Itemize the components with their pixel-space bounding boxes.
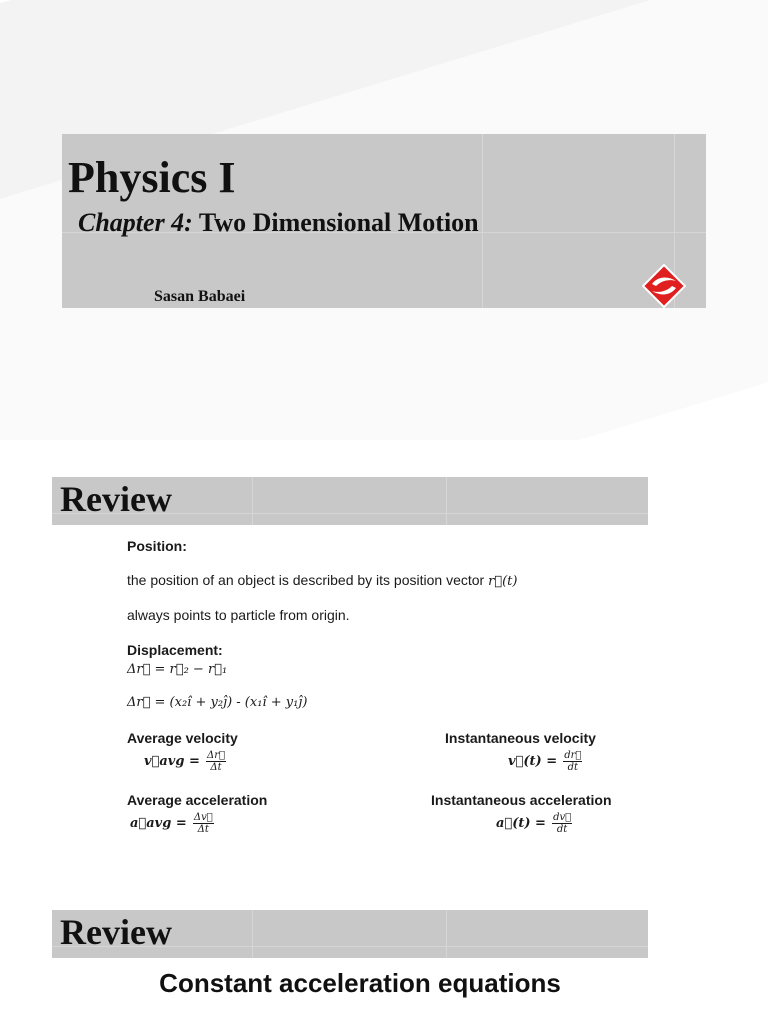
instantaneous-velocity-formula: v⃗(t) = $\frac{dr⃗}{dt}$	[508, 750, 582, 773]
review-header-bar	[52, 910, 648, 958]
origin-text: always points to particle from origin.	[127, 607, 350, 623]
instantaneous-acceleration-label: Instantaneous acceleration	[431, 792, 612, 808]
position-vector: r⃗(t)	[488, 574, 518, 589]
position-description	[127, 572, 517, 589]
constant-acceleration-heading: Constant acceleration equations	[159, 968, 561, 998]
chapter-heading	[78, 208, 479, 238]
displacement-label: Displacement:	[127, 642, 223, 658]
university-logo-icon	[642, 264, 686, 308]
slide-gridline	[252, 477, 253, 525]
average-velocity-label: Average velocity	[127, 730, 238, 746]
chapter-label: Chapter 4:	[78, 208, 193, 237]
slide-gridline	[446, 910, 447, 958]
author-name: Sasan Babaei	[154, 288, 246, 305]
review-header-bar	[52, 477, 648, 525]
review-content	[118, 532, 642, 848]
instantaneous-velocity-label: Instantaneous velocity	[445, 730, 596, 746]
slide-gridline	[446, 477, 447, 525]
displacement-components-equation: Δr⃗ = (x₂î + y₂ĵ) - (x₁î + y₁ĵ)	[127, 695, 308, 710]
slide-gridline	[482, 134, 483, 308]
average-acceleration-label: Average acceleration	[127, 792, 268, 808]
position-label: Position:	[127, 538, 187, 554]
average-velocity-formula: v⃗avg = $\frac{\Delta r⃗}{\Delta t}$	[144, 750, 225, 773]
course-title: Physics I	[68, 153, 236, 202]
title-slide	[62, 134, 706, 308]
average-acceleration-formula: a⃗avg = $\frac{\Delta v⃗}{\Delta t}$	[130, 812, 213, 835]
instantaneous-acceleration-formula: a⃗(t) = $\frac{dv⃗}{dt}$	[496, 812, 572, 835]
displacement-equation: Δr⃗ = r⃗₂ − r⃗₁	[127, 662, 228, 677]
review-heading: Review	[60, 912, 172, 952]
chapter-title: Two Dimensional Motion	[198, 208, 479, 237]
slide-gridline	[252, 910, 253, 958]
position-text: the position of an object is described by its position vector	[127, 572, 485, 588]
review-heading: Review	[60, 479, 172, 519]
